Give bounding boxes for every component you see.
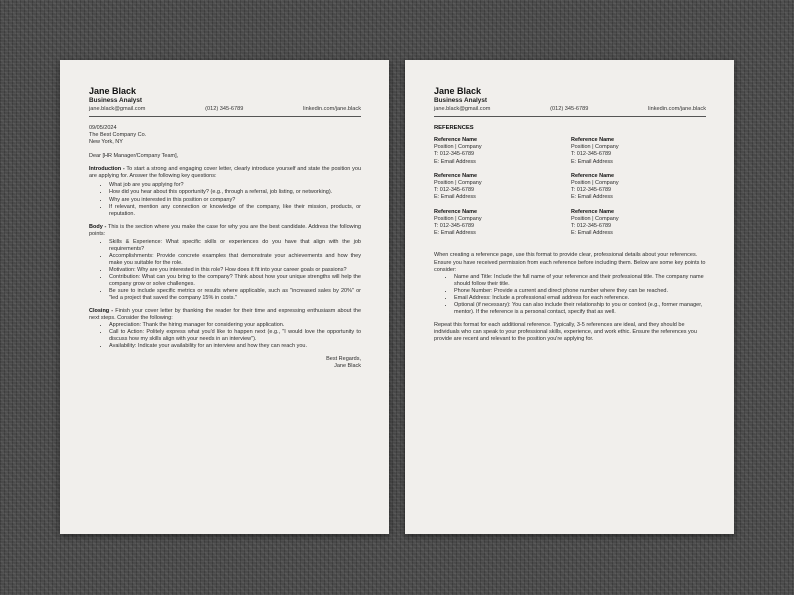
reference-email: E: Email Address — [571, 194, 613, 201]
list-item: • Motivation: Why are you interested in this role? How does it fit into your career goals or passions? — [109, 267, 361, 274]
letter-header — [89, 86, 361, 117]
intro-text: To start a strong and engaging cover letter, clearly introduce yourself and state the position you are applying for. Answer the following key questions: — [89, 165, 362, 180]
list-item: • Skills & Experience: What specific skills or experiences do you have that align with the job requirements? — [109, 239, 361, 253]
list-item: • Appreciation: Thank the hiring manager for considering your application. — [109, 322, 361, 329]
reference-name: Reference Name — [434, 137, 478, 143]
reference-email: E: Email Address — [434, 230, 476, 237]
reference-position: Position | Company — [434, 215, 482, 222]
reference-entry — [571, 173, 708, 202]
body-list — [89, 239, 361, 302]
list-item: • Contribution: What can you bring to the company? Think about how your unique strengths will help the company grow or solve challenges. — [109, 274, 361, 288]
header-contact-row — [89, 105, 361, 113]
reference-entry — [434, 209, 571, 238]
list-item: • What job are you applying for? — [109, 182, 361, 189]
closing-text: Finish your cover letter by thanking the reader for their time and expressing enthusiasm about the next steps. Consider the following: — [89, 307, 361, 321]
body-label: Body - — [89, 224, 107, 231]
letter-body — [89, 125, 361, 370]
list-item: • Name and Title: Include the full name of your reference and their professional title. The company name should follow their title. — [454, 274, 706, 288]
list-item: • Availability: Indicate your availability for an interview and how they can reach you. — [109, 343, 361, 350]
signoff: Best Regards, — [326, 356, 361, 363]
list-item: • Email Address: Include a professional email address for each reference. — [454, 295, 706, 302]
list-item: • How did you hear about this opportunity? (e.g., through a referral, job listing, or networking). — [109, 189, 361, 196]
reference-entry — [434, 137, 571, 166]
reference-position: Position | Company — [434, 144, 482, 151]
list-item: • Phone Number: Provide a current and direct phone number where they can be reached. — [454, 288, 706, 295]
list-item: • Be sure to include specific metrics or results where applicable, such as "increased sales by 20%" or "led a project that saved the company 15% in costs." — [109, 288, 361, 302]
references-guide — [434, 252, 706, 343]
letter-date: 09/05/2024 — [89, 125, 117, 131]
reference-entry — [571, 137, 708, 166]
header-linkedin: linkedin.com/jane.black — [303, 106, 361, 112]
header-name: Jane Black — [89, 86, 137, 96]
closing-label: Closing - — [89, 307, 114, 314]
body-paragraph — [89, 224, 361, 238]
header-job-title: Business Analyst — [89, 97, 143, 104]
reference-name: Reference Name — [571, 208, 615, 215]
reference-position: Position | Company — [571, 215, 619, 222]
reference-position: Position | Company — [434, 180, 482, 187]
reference-email: E: Email Address — [571, 230, 613, 237]
header-divider — [434, 116, 706, 117]
reference-phone: T: 012-345-6789 — [571, 223, 612, 230]
guide-outro: Repeat this format for each additional reference. Typically, 3-5 references are ideal, and they should be individuals who can speak to your professional skills, experience, and work ethic. Ensure the references you provide are recent and relevant to the position you're applying for. — [434, 322, 697, 343]
intro-paragraph — [89, 166, 361, 180]
header-email: jane.black@gmail.com — [434, 106, 491, 112]
reference-name: Reference Name — [434, 208, 478, 215]
reference-phone: T: 012-345-6789 — [571, 187, 612, 194]
reference-email: E: Email Address — [434, 158, 476, 165]
list-item: • Call to Action: Politely express what you'd like to happen next (e.g., "I would love the opportunity to discuss how my skills align with your needs in an interview"). — [109, 329, 361, 343]
reference-position: Position | Company — [571, 180, 619, 187]
header-phone: (012) 345-6789 — [550, 106, 589, 112]
reference-name: Reference Name — [571, 172, 615, 179]
list-item: • If relevant, mention any connection or knowledge of the company, like their mission, products, or reputation. — [109, 204, 361, 218]
cover-letter-page — [60, 60, 389, 534]
intro-list — [89, 182, 361, 218]
closing-list — [89, 322, 361, 350]
reference-entry — [571, 209, 708, 238]
reference-email: E: Email Address — [434, 194, 476, 201]
reference-phone: T: 012-345-6789 — [571, 151, 612, 158]
header-name: Jane Black — [434, 86, 482, 96]
header-linkedin: linkedin.com/jane.black — [648, 106, 706, 112]
reference-entry — [434, 173, 571, 202]
closing-paragraph — [89, 308, 361, 322]
header-contact-row — [434, 105, 706, 113]
header-phone: (012) 345-6789 — [205, 106, 244, 112]
guide-list — [434, 274, 706, 316]
guide-intro: When creating a reference page, use this format to provide clear, professional details about your references. Ensure you have received permission from each reference before including them. Below are some key points to consider: — [434, 252, 706, 273]
intro-label: Introduction - — [89, 165, 125, 172]
reference-name: Reference Name — [434, 172, 478, 179]
header-email: jane.black@gmail.com — [89, 106, 146, 112]
list-item: • Accomplishments: Provide concrete examples that demonstrate your achievements and how they make you suitable for the role. — [109, 253, 361, 267]
salutation: Dear [HR Manager/Company Team], — [89, 152, 179, 159]
signature: Jane Black — [334, 363, 361, 370]
references-header — [434, 86, 706, 117]
recipient-company: The Best Company Co. — [89, 132, 147, 139]
header-job-title: Business Analyst — [434, 97, 488, 104]
list-item: • Why are you interested in this position or company? — [109, 197, 361, 204]
references-grid — [434, 137, 706, 237]
body-text: This is the section where you make the case for why you are the best candidate. Address the following points: — [89, 224, 361, 238]
reference-phone: T: 012-345-6789 — [434, 151, 475, 158]
reference-phone: T: 012-345-6789 — [434, 187, 475, 194]
list-item: • Optional (if necessary): You can also include their relationship to you or context (e.g., former manager, mentor). If the reference is a personal contact, specify that as well. — [454, 302, 706, 316]
reference-phone: T: 012-345-6789 — [434, 223, 475, 230]
references-title: REFERENCES — [434, 125, 474, 131]
reference-email: E: Email Address — [571, 158, 613, 165]
recipient-location: New York, NY — [89, 139, 123, 146]
references-page — [405, 60, 734, 534]
reference-position: Position | Company — [571, 144, 619, 151]
reference-name: Reference Name — [571, 137, 615, 143]
header-divider — [89, 116, 361, 117]
